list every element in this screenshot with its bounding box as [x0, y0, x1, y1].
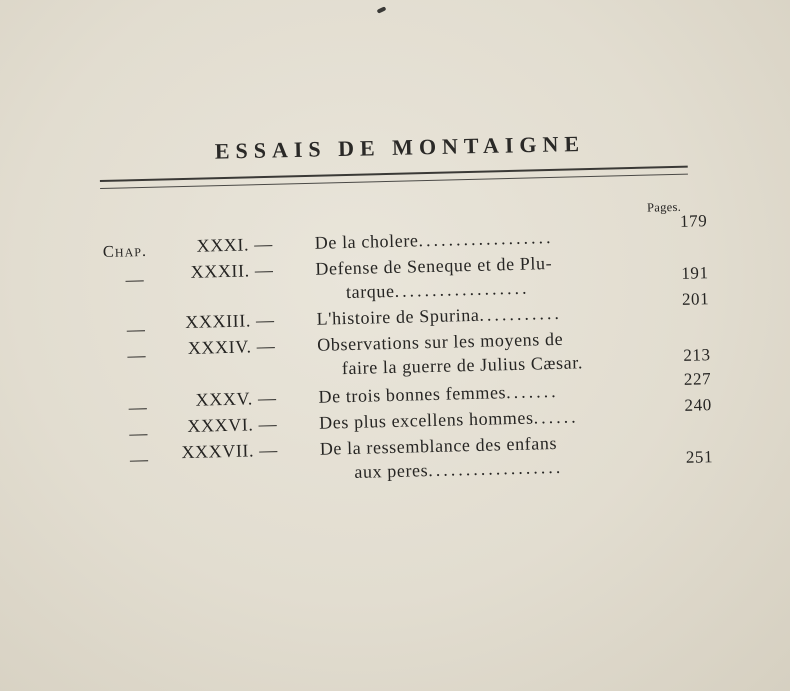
chapter-number: XXXVII. — — [181, 439, 279, 463]
chapter-title: Des plus excellens hommes...... — [318, 406, 579, 433]
page-number: 251 — [685, 447, 714, 467]
chapter-title: L'histoire de Spurina........... — [316, 302, 563, 329]
chap-label: Chap. — [102, 240, 148, 261]
page-title: ESSAIS DE MONTAIGNE — [214, 130, 586, 164]
ditto-dash: — — [126, 318, 146, 340]
chapter-title: De la ressemblance des enfans — [319, 432, 558, 459]
ink-speck — [377, 6, 387, 13]
pages-column-label: Pages. — [646, 199, 682, 215]
page-number: 213 — [683, 345, 711, 365]
ditto-dash: — — [128, 396, 148, 418]
ditto-dash: — — [129, 448, 149, 470]
page-number: 201 — [681, 289, 710, 309]
chapter-title: Defense de Seneque et de Plu- — [315, 253, 553, 279]
chapter-number: XXXII. — — [190, 259, 274, 282]
ditto-dash: — — [127, 344, 147, 366]
page-number: 191 — [681, 263, 709, 283]
chapter-title-continuation: aux peres.................. — [354, 456, 564, 482]
page-number: 240 — [684, 395, 713, 415]
table-of-contents — [102, 199, 714, 482]
chapter-number: XXXI. — — [196, 233, 274, 256]
ditto-dash: — — [129, 422, 149, 444]
chapter-title: Observations sur les moyens de — [317, 328, 564, 355]
chapter-number: XXXIII. — — [185, 309, 275, 332]
page-number: 179 — [679, 211, 708, 231]
chapter-title-continuation: tarque.................. — [345, 277, 530, 303]
chapter-title: De trois bonnes femmes....... — [318, 380, 559, 407]
chapter-title: De la cholere.................. — [314, 226, 554, 253]
page-number: 227 — [683, 369, 712, 389]
chapter-number: XXXV. — — [195, 387, 277, 410]
chapter-number: XXXVI. — — [187, 413, 278, 436]
chapter-number: XXXIV. — — [187, 335, 276, 358]
ditto-dash: — — [125, 268, 145, 290]
double-rule-divider — [100, 166, 688, 189]
chapter-title-continuation: faire la guerre de Julius Cæsar. — [341, 352, 584, 379]
